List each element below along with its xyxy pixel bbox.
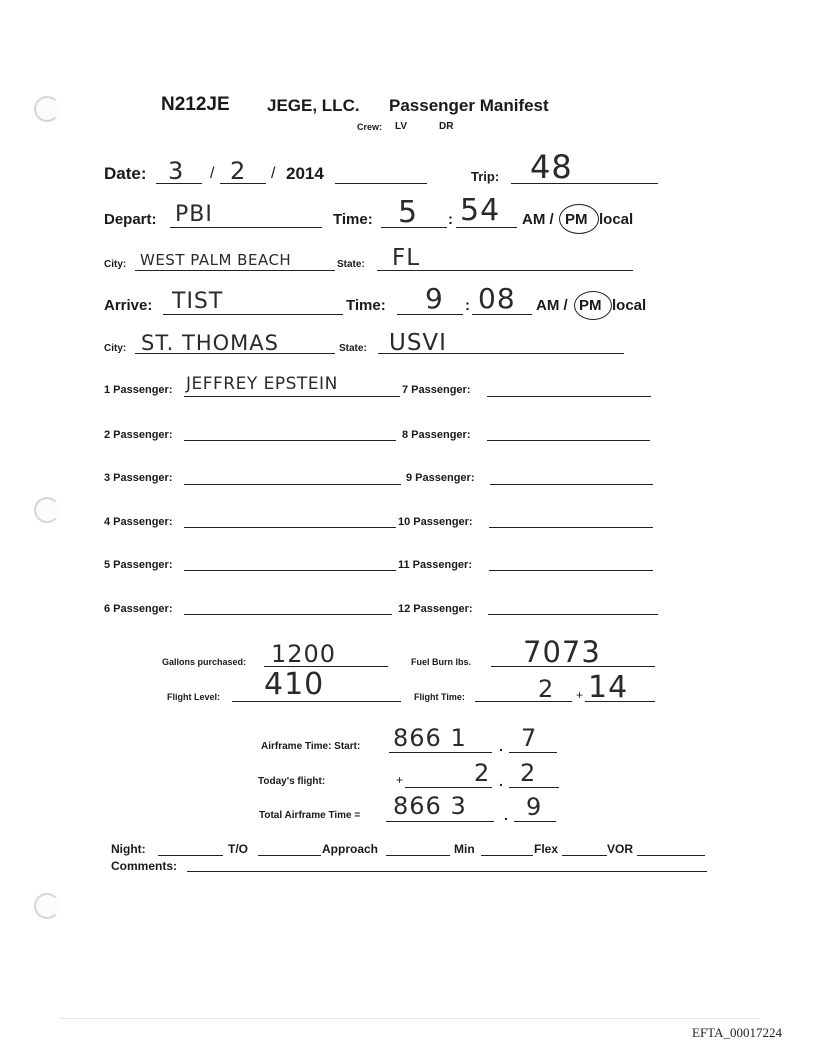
passenger-7-label: 7 Passenger: (402, 384, 471, 396)
total-airframe-label: Total Airframe Time = (259, 810, 361, 821)
flight-level-label: Flight Level: (167, 692, 221, 702)
date-month: 3 (168, 157, 185, 185)
gallons-purchased-label: Gallons purchased: (162, 657, 247, 667)
passenger-5-label: 5 Passenger: (104, 559, 173, 571)
todays-flight-plus: + (396, 773, 404, 787)
flight-time-hours: 2 (538, 675, 555, 703)
vor-line (637, 855, 705, 856)
depart-time-label: Time: (333, 211, 373, 228)
depart-am-option: AM / (522, 211, 554, 228)
depart-state: FL (392, 245, 421, 271)
airframe-start-dot: . (499, 738, 503, 754)
flight-time-hours-line (475, 701, 572, 702)
passenger-12-line (488, 614, 658, 615)
depart-minute: 54 (460, 193, 501, 228)
passenger-6-line (184, 614, 392, 615)
date-year-line (335, 183, 427, 184)
passenger-1-line (184, 396, 400, 397)
date-separator-1: / (210, 165, 215, 182)
total-airframe-integer: 866 3 (393, 792, 467, 820)
passenger-4-line (184, 527, 396, 528)
depart-hour: 5 (398, 195, 419, 230)
passenger-10-label: 10 Passenger: (398, 516, 473, 528)
arrive-city: ST. THOMAS (141, 331, 279, 355)
date-day: 2 (230, 157, 247, 185)
arrive-label: Arrive: (104, 297, 153, 314)
passenger-4-label: 4 Passenger: (104, 516, 173, 528)
depart-pm-circle (559, 204, 599, 234)
total-airframe-decimal-line (514, 821, 556, 822)
binder-hole-top (34, 96, 60, 122)
total-airframe-decimal: 9 (526, 793, 543, 821)
todays-flight-label: Today's flight: (258, 776, 326, 787)
depart-local-label: local (599, 211, 634, 228)
airframe-start-integer: 866 1 (393, 724, 467, 752)
flight-time-plus: + (576, 688, 584, 702)
vor-label: VOR (607, 842, 634, 856)
arrive-city-label: City: (104, 343, 127, 354)
depart-label: Depart: (104, 211, 157, 228)
passenger-9-line (490, 484, 653, 485)
arrive-local-label: local (612, 297, 647, 314)
approach-label: Approach (322, 842, 379, 856)
passenger-1-name: JEFFREY EPSTEIN (186, 374, 338, 394)
passenger-2-label: 2 Passenger: (104, 429, 173, 441)
passenger-12-label: 12 Passenger: (398, 603, 473, 615)
company-name: JEGE, LLC. (267, 96, 360, 115)
binder-hole-bottom (34, 893, 60, 919)
flight-time-label: Flight Time: (414, 692, 465, 702)
todays-flight-decimal: 2 (520, 759, 537, 787)
tail-number: N212JE (161, 94, 230, 115)
depart-city-line (135, 270, 335, 271)
passenger-8-label: 8 Passenger: (402, 429, 471, 441)
depart-pm-option: PM (565, 211, 588, 228)
takeoff-label: T/O (228, 842, 248, 856)
trip-label: Trip: (471, 169, 500, 184)
passenger-8-line (487, 440, 650, 441)
fuel-burn-label: Fuel Burn lbs. (411, 657, 472, 667)
passenger-10-line (489, 527, 653, 528)
todays-flight-dot: . (499, 773, 503, 789)
fuel-burn-value: 7073 (523, 635, 601, 669)
todays-flight-line (405, 787, 492, 788)
todays-flight-integer: 2 (474, 759, 491, 787)
depart-time-colon: : (448, 211, 453, 228)
arrive-pm-option: PM (579, 297, 602, 314)
takeoff-line (258, 855, 321, 856)
passenger-5-line (184, 570, 396, 571)
passenger-11-line (489, 570, 653, 571)
airframe-start-line (389, 752, 492, 753)
depart-state-label: State: (337, 259, 365, 270)
passenger-11-label: 11 Passenger: (398, 559, 472, 571)
crew-label: Crew: (357, 122, 383, 132)
crew-member-1: LV (395, 121, 408, 132)
arrive-pm-circle (574, 291, 612, 320)
arrive-time-colon: : (465, 297, 470, 314)
airframe-start-decimal-line (509, 752, 557, 753)
depart-city-label: City: (104, 259, 127, 270)
binder-hole-middle (34, 497, 60, 523)
passenger-2-line (184, 440, 396, 441)
arrive-time-label: Time: (346, 297, 386, 314)
night-label: Night: (111, 842, 146, 856)
passenger-1-label: 1 Passenger: (104, 384, 173, 396)
total-airframe-line (386, 821, 494, 822)
flight-time-minutes: 14 (588, 670, 629, 705)
approach-line (386, 855, 450, 856)
arrive-airport: TIST (172, 289, 224, 314)
arrive-state-label: State: (339, 343, 367, 354)
flex-label: Flex (534, 842, 559, 856)
depart-city: WEST PALM BEACH (140, 251, 292, 269)
arrive-line (163, 314, 343, 315)
flex-line (562, 855, 607, 856)
date-label: Date: (104, 164, 147, 183)
min-line (481, 855, 533, 856)
arrive-am-option: AM / (536, 297, 568, 314)
passenger-3-line (184, 484, 401, 485)
date-separator-2: / (271, 165, 276, 182)
flight-level-value: 410 (264, 667, 325, 702)
comments-label: Comments: (111, 859, 178, 873)
document-title: Passenger Manifest (389, 96, 549, 115)
airframe-start-label: Airframe Time: Start: (261, 741, 361, 752)
passenger-7-line (487, 396, 651, 397)
trip-number: 48 (530, 148, 573, 186)
comments-line (187, 871, 707, 872)
total-airframe-dot: . (504, 807, 508, 823)
todays-flight-decimal-line (509, 787, 559, 788)
depart-airport: PBI (175, 202, 213, 227)
passenger-6-label: 6 Passenger: (104, 603, 173, 615)
arrive-hour: 9 (425, 282, 444, 315)
date-year: 2014 (286, 164, 324, 183)
gallons-purchased-value: 1200 (271, 640, 337, 668)
passenger-9-label: 9 Passenger: (406, 472, 475, 484)
depart-line (170, 227, 322, 228)
arrive-minute: 08 (478, 282, 516, 315)
arrive-state: USVI (389, 330, 447, 356)
document-id: EFTA_00017224 (692, 1025, 782, 1040)
min-label: Min (454, 842, 475, 856)
scan-artifact-line (60, 1018, 760, 1019)
passenger-3-label: 3 Passenger: (104, 472, 173, 484)
airframe-start-decimal: 7 (521, 724, 538, 752)
night-line (158, 855, 223, 856)
crew-member-2: DR (439, 121, 454, 132)
